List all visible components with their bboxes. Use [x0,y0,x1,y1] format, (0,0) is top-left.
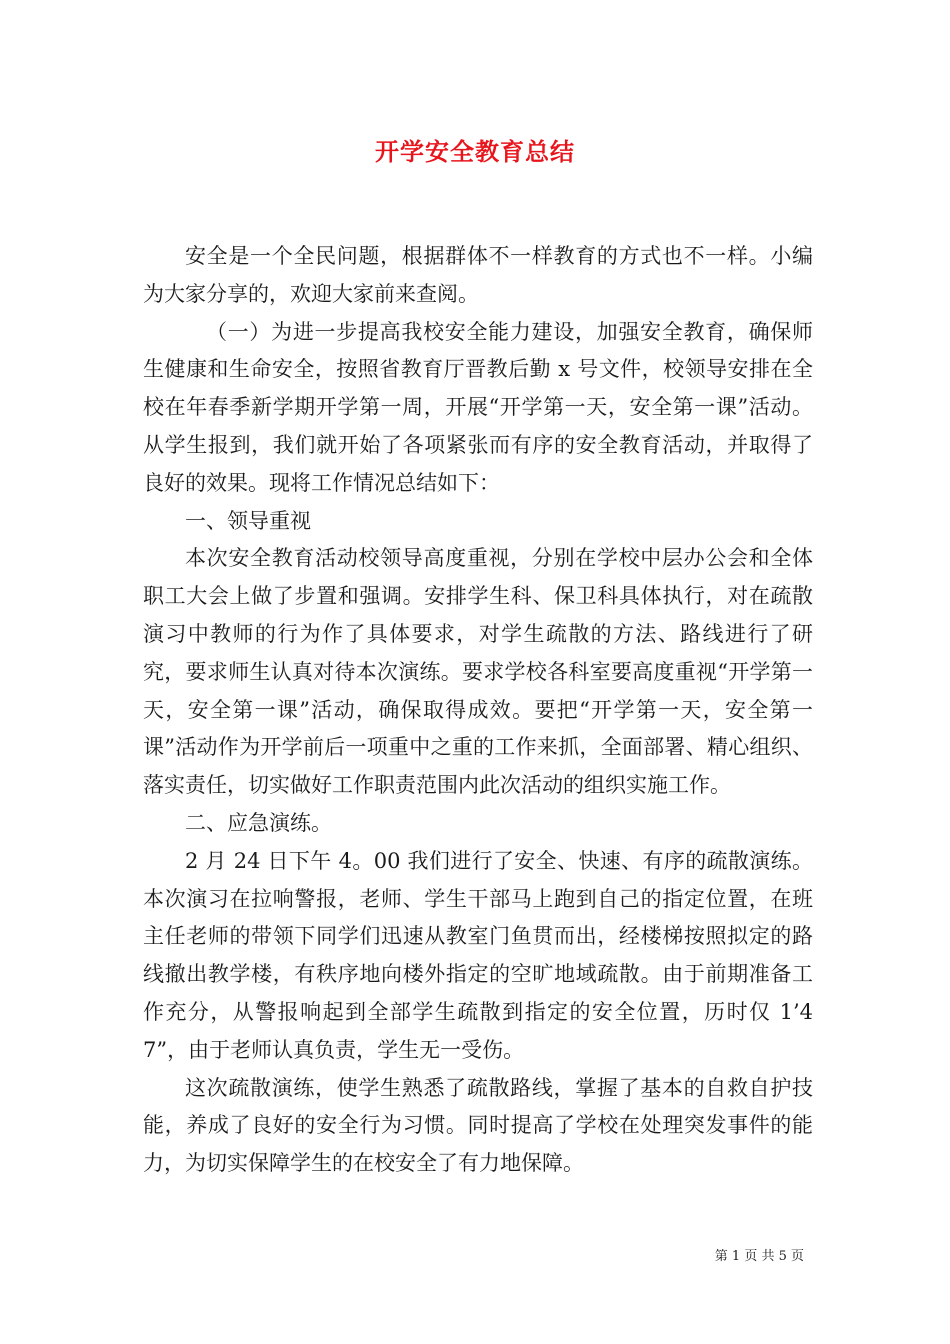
body-paragraph: 2 月 24 日下午 4。00 我们进行了安全、快速、有序的疏散演练。本次演习在拉响警报，老师、学生干部马上跑到自己的指定位置，在班主任老师的带领下同学们迅速从教室门鱼贯而出，经楼梯按照拟定的路线撤出教学楼，有秩序地向楼外指定的空旷地域疏散。由于前期准备工作充分，从警报响起到全部学生疏散到指定的安全位置，历时仅 1’47”，由于老师认真负责，学生无一受伤。 [143,848,813,1062]
section-heading: 二、应急演练。 [185,810,332,835]
document-body [143,238,813,1183]
body-paragraph: 这次疏散演练，使学生熟悉了疏散路线，掌握了基本的自救自护技能，养成了良好的安全行为习惯。同时提高了学校在处理突发事件的能力，为切实保障学生的在校安全了有力地保障。 [143,1075,813,1176]
page-number: 第 1 页 共 5 页 [714,1249,804,1264]
body-paragraph: （一）为进一步提高我校安全能力建设，加强安全教育，确保师生健康和生命安全，按照省教育厅晋教后勤 x 号文件，校领导安排在全校在年春季新学期开学第一周，开展“开学第一天，安全第一课”活动。从学生报到，我们就开始了各项紧张而有序的安全教育活动，并取得了良好的效果。现将工作情况总结如下： [143,319,813,495]
body-paragraph: 本次安全教育活动校领导高度重视，分别在学校中层办公会和全体职工大会上做了步置和强调。安排学生科、保卫科具体执行，对在疏散演习中教师的行为作了具体要求，对学生疏散的方法、路线进行了研究，要求师生认真对待本次演练。要求学校各科室要高度重视“开学第一天，安全第一课”活动，确保取得成效。要把“开学第一天，安全第一课”活动作为开学前后一项重中之重的工作来抓，全面部署、精心组织、落实责任，切实做好工作职责范围内此次活动的组织实施工作。 [143,546,813,798]
section-heading: 一、领导重视 [185,508,311,533]
body-paragraph: 安全是一个全民问题，根据群体不一样教育的方式也不一样。小编为大家分享的，欢迎大家前来查阅。 [143,244,813,306]
document-title: 开学安全教育总结 [375,137,575,166]
